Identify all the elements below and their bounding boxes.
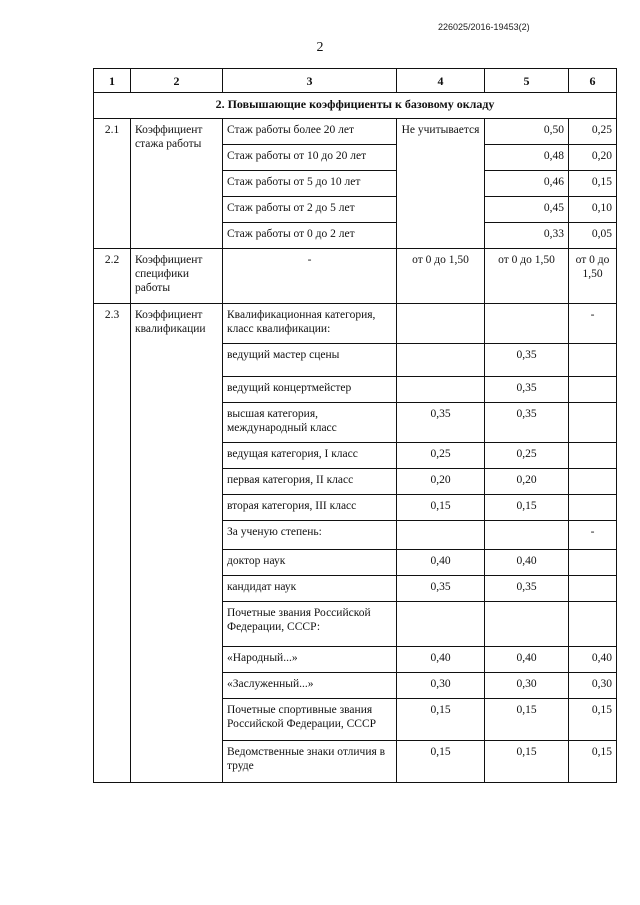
row-description: Стаж работы от 2 до 5 лет <box>223 197 397 223</box>
column-header: 5 <box>485 69 569 93</box>
col6-value: 0,10 <box>569 197 617 223</box>
coefficient-name: Коэффициент специфики работы <box>131 249 223 304</box>
col5-value: 0,35 <box>485 344 569 377</box>
section-title: 2. Повышающие коэффициенты к базовому окладу <box>94 93 617 119</box>
row-description: «Народный...» <box>223 647 397 673</box>
row-description: Стаж работы от 10 до 20 лет <box>223 145 397 171</box>
column-header: 1 <box>94 69 131 93</box>
row-description: Стаж работы от 0 до 2 лет <box>223 223 397 249</box>
row-description: ведущий концертмейстер <box>223 377 397 403</box>
col4-value: 0,25 <box>397 443 485 469</box>
col5-value: 0,20 <box>485 469 569 495</box>
col4-value <box>397 602 485 647</box>
row-description: кандидат наук <box>223 576 397 602</box>
col5-value: 0,35 <box>485 403 569 443</box>
col6-value: - <box>569 521 617 550</box>
column-header-row <box>94 69 617 93</box>
col6-value <box>569 602 617 647</box>
col6-value: - <box>569 304 617 344</box>
row-description: Почетные звания Российской Федерации, СССР: <box>223 602 397 647</box>
col4-value: 0,15 <box>397 741 485 783</box>
row-description: Стаж работы от 5 до 10 лет <box>223 171 397 197</box>
row-description: Стаж работы более 20 лет <box>223 119 397 145</box>
col5-value: 0,46 <box>485 171 569 197</box>
col6-value: 0,15 <box>569 171 617 197</box>
row-description: «Заслуженный...» <box>223 673 397 699</box>
col4-value: 0,20 <box>397 469 485 495</box>
col5-value: 0,15 <box>485 741 569 783</box>
col5-value: 0,48 <box>485 145 569 171</box>
table-row <box>94 304 617 344</box>
row-number: 2.3 <box>94 304 131 783</box>
col4-value <box>397 344 485 377</box>
col6-value: 0,15 <box>569 741 617 783</box>
col6-value <box>569 469 617 495</box>
col6-value: 0,40 <box>569 647 617 673</box>
row-description: Ведомственные знаки отличия в труде <box>223 741 397 783</box>
row-number: 2.1 <box>94 119 131 249</box>
col4-value: 0,35 <box>397 403 485 443</box>
col5-value: от 0 до 1,50 <box>485 249 569 304</box>
col5-value: 0,33 <box>485 223 569 249</box>
table-row <box>94 249 617 304</box>
col5-value: 0,15 <box>485 699 569 741</box>
row-description: Почетные спортивные звания Российской Федерации, СССР <box>223 699 397 741</box>
col6-value <box>569 403 617 443</box>
col5-value: 0,35 <box>485 377 569 403</box>
row-number: 2.2 <box>94 249 131 304</box>
col6-value: 0,25 <box>569 119 617 145</box>
col5-value: 0,50 <box>485 119 569 145</box>
coefficients-table <box>93 68 617 783</box>
column-header: 6 <box>569 69 617 93</box>
row-description: За ученую степень: <box>223 521 397 550</box>
row-description: первая категория, II класс <box>223 469 397 495</box>
col5-value: 0,40 <box>485 550 569 576</box>
row-description: вторая категория, III класс <box>223 495 397 521</box>
column-header: 4 <box>397 69 485 93</box>
col6-value: 0,30 <box>569 673 617 699</box>
coefficient-name: Коэффициент квалификации <box>131 304 223 783</box>
col6-value <box>569 576 617 602</box>
row-description: - <box>223 249 397 304</box>
col6-value <box>569 443 617 469</box>
section-row <box>94 93 617 119</box>
row-description: доктор наук <box>223 550 397 576</box>
col6-value: 0,20 <box>569 145 617 171</box>
col5-value <box>485 304 569 344</box>
row-description: Квалификационная категория, класс квалификации: <box>223 304 397 344</box>
col4-value <box>397 304 485 344</box>
col4-value: 0,40 <box>397 647 485 673</box>
col4-value <box>397 521 485 550</box>
document-id: 226025/2016-19453(2) <box>438 22 530 32</box>
col5-value <box>485 521 569 550</box>
row-description: ведущая категория, I класс <box>223 443 397 469</box>
col6-value <box>569 344 617 377</box>
column-header: 3 <box>223 69 397 93</box>
col4-value: 0,30 <box>397 673 485 699</box>
row-description: ведущий мастер сцены <box>223 344 397 377</box>
col5-value: 0,40 <box>485 647 569 673</box>
row-description: высшая категория, международный класс <box>223 403 397 443</box>
col5-value: 0,45 <box>485 197 569 223</box>
col4-value: 0,40 <box>397 550 485 576</box>
col6-value <box>569 550 617 576</box>
col4-value: 0,15 <box>397 495 485 521</box>
col4-value: Не учитывается <box>397 119 485 249</box>
col4-value: 0,15 <box>397 699 485 741</box>
col5-value: 0,30 <box>485 673 569 699</box>
col5-value: 0,25 <box>485 443 569 469</box>
col6-value: 0,15 <box>569 699 617 741</box>
col6-value <box>569 495 617 521</box>
col6-value: от 0 до 1,50 <box>569 249 617 304</box>
column-header: 2 <box>131 69 223 93</box>
col4-value: от 0 до 1,50 <box>397 249 485 304</box>
col6-value: 0,05 <box>569 223 617 249</box>
col5-value: 0,35 <box>485 576 569 602</box>
col4-value: 0,35 <box>397 576 485 602</box>
col5-value: 0,15 <box>485 495 569 521</box>
col4-value <box>397 377 485 403</box>
page-number: 2 <box>316 40 324 55</box>
table-row <box>94 119 617 145</box>
col5-value <box>485 602 569 647</box>
coefficient-name: Коэффициент стажа работы <box>131 119 223 249</box>
col6-value <box>569 377 617 403</box>
